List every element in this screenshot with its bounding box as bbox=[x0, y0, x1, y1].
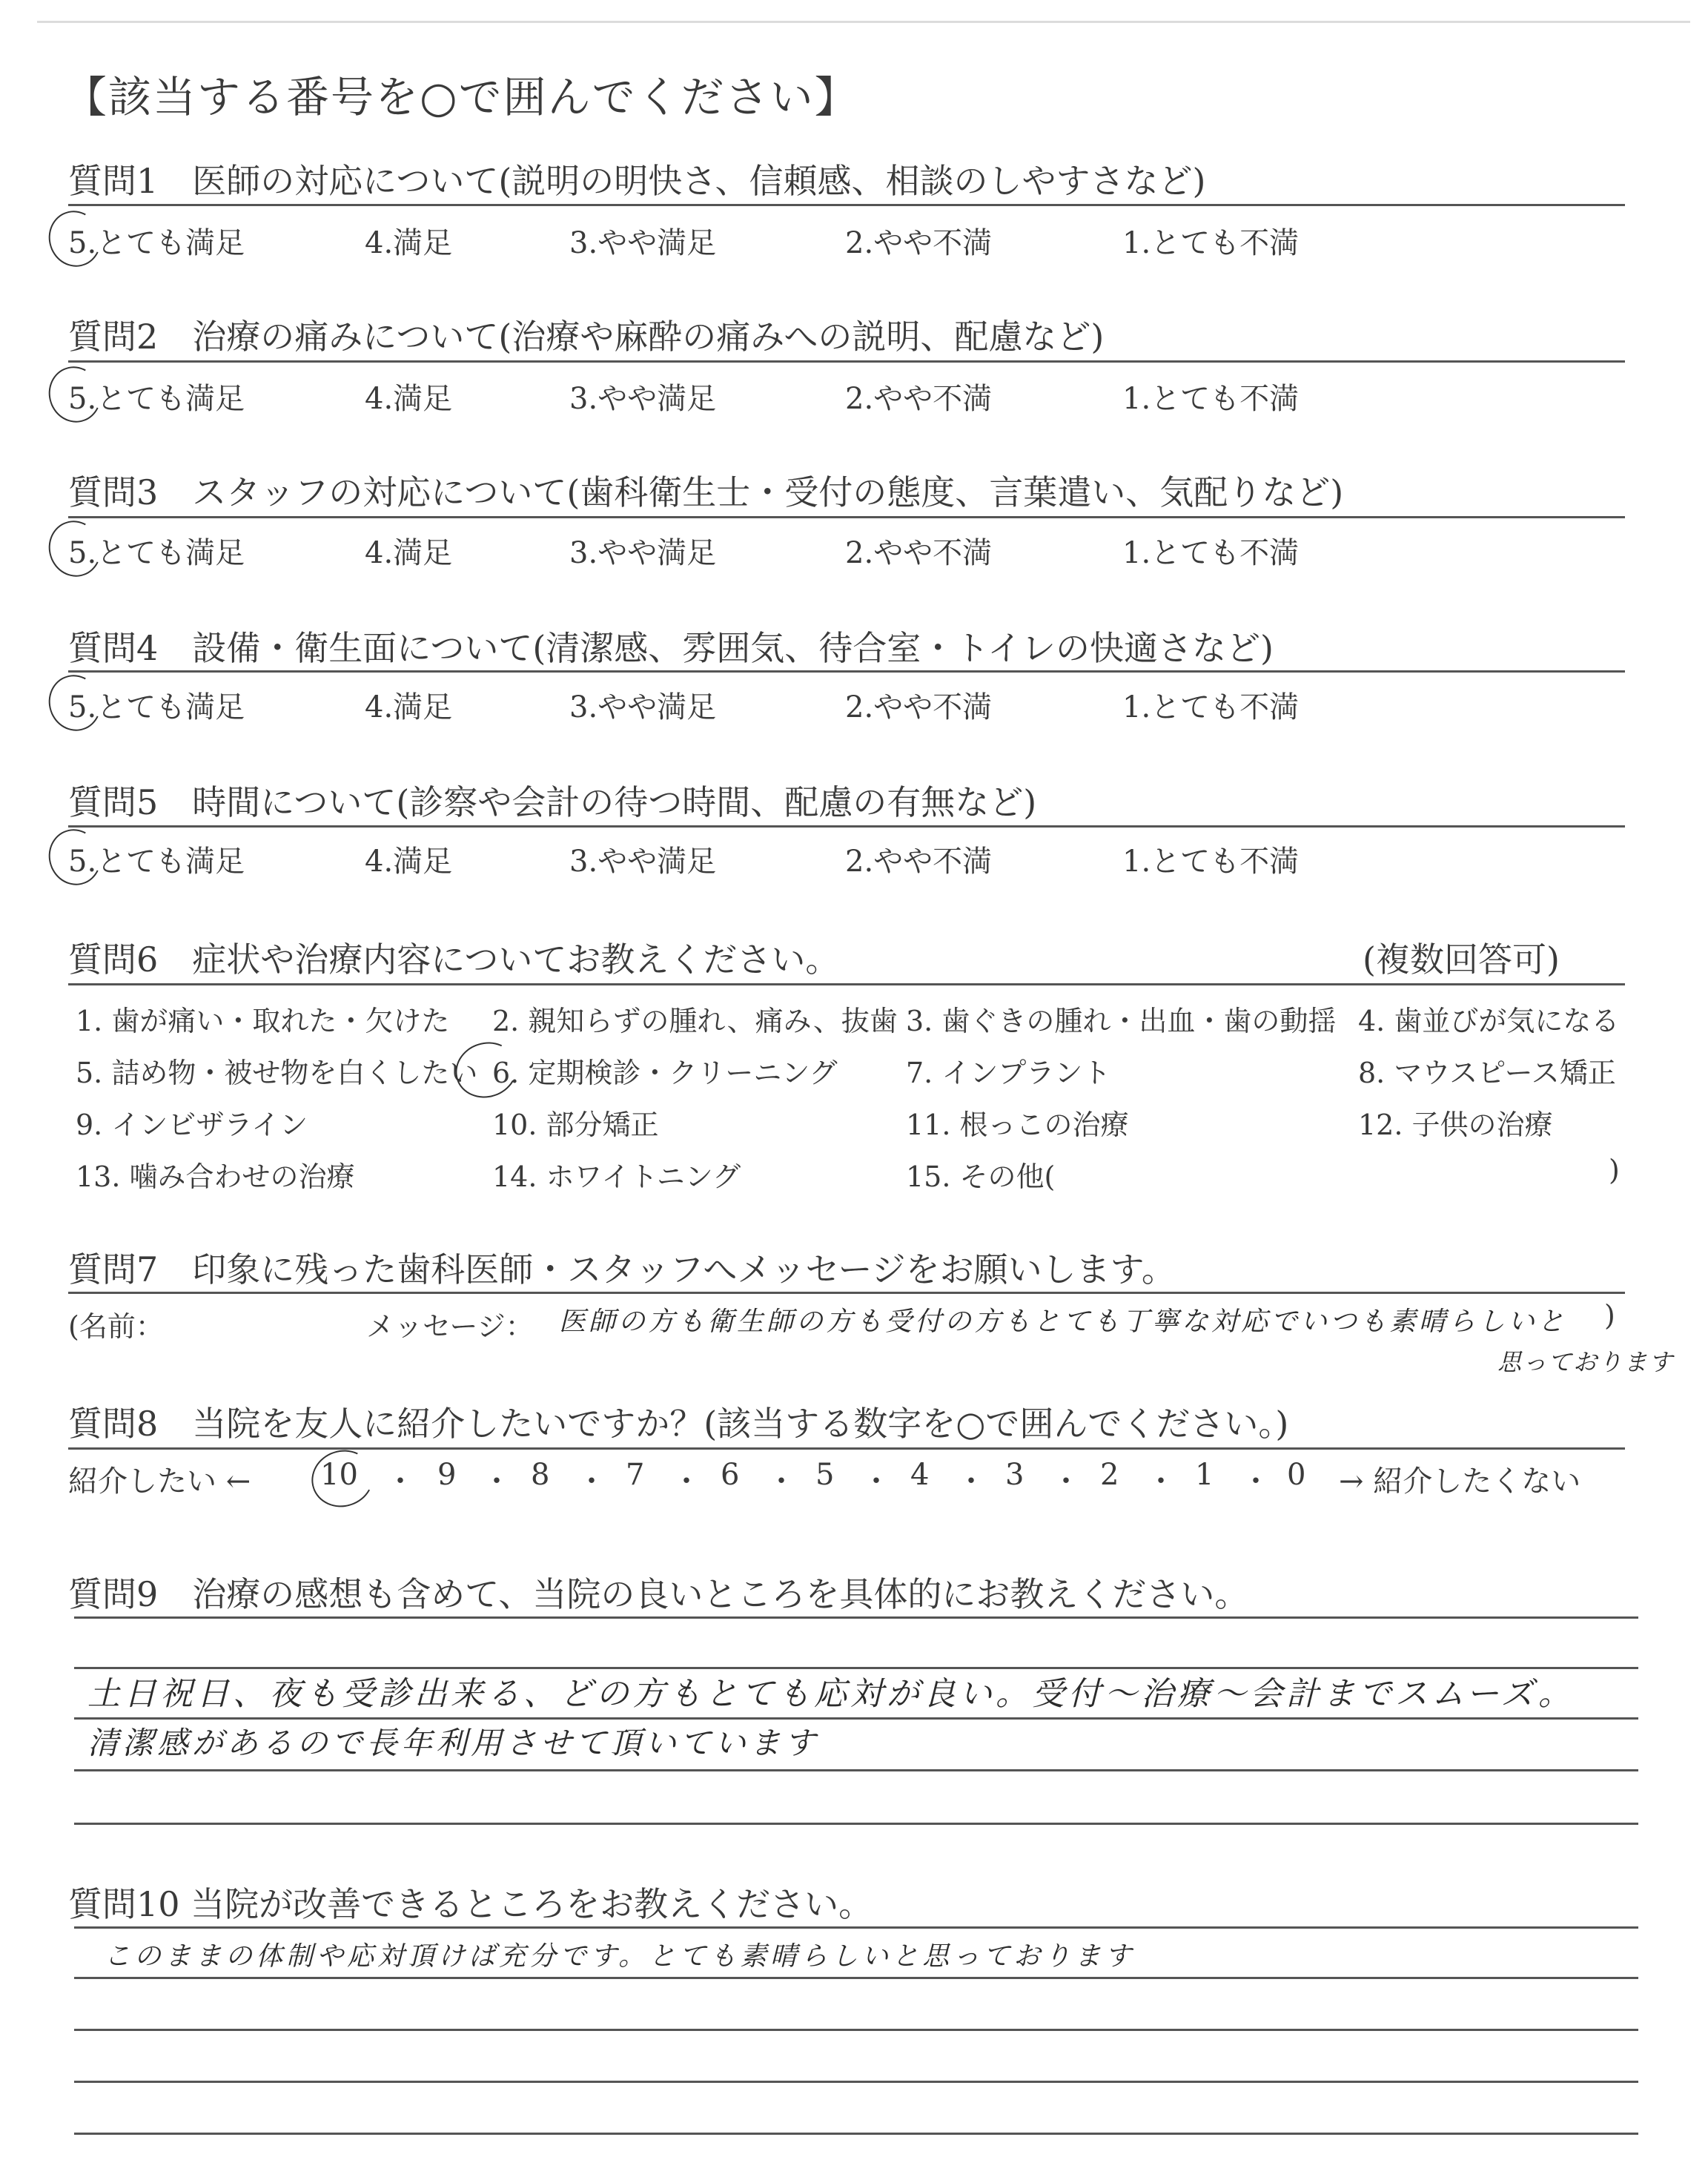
scale-2[interactable]: 2 bbox=[1100, 1458, 1119, 1492]
scale-separator: ・ bbox=[861, 1464, 891, 1499]
rating-option-3[interactable]: 3.やや満足 bbox=[569, 382, 717, 416]
q9-answer-line-1[interactable]: 土日祝日、夜も受診出来る、どの方もとても応対が良い。受付～治療～会計までスムーズ。 bbox=[87, 1675, 1575, 1713]
rating-option-5[interactable]: 5.とても満足 bbox=[68, 536, 245, 570]
scale-separator: ・ bbox=[1241, 1464, 1271, 1499]
rating-option-2[interactable]: 2.やや不満 bbox=[845, 690, 993, 724]
rating-option-4[interactable]: 4.満足 bbox=[365, 226, 453, 260]
question-2-title: 質問2 治療の痛みについて(治療や麻酔の痛みへの説明、配慮など) bbox=[68, 317, 1105, 357]
question-3-rule bbox=[68, 516, 1625, 518]
message-close-paren: ) bbox=[1604, 1299, 1615, 1332]
question-5-title: 質問5 時間について(診察や会計の待つ時間、配慮の有無など) bbox=[68, 782, 1037, 822]
symptom-option[interactable]: 3. 歯ぐきの腫れ・出血・歯の動揺 bbox=[906, 1005, 1337, 1037]
symptom-option[interactable]: 13. 噛み合わせの治療 bbox=[76, 1160, 355, 1193]
symptom-option[interactable]: 15. その他( bbox=[906, 1160, 1056, 1193]
answer-line bbox=[74, 2133, 1638, 2135]
rating-option-1[interactable]: 1.とても不満 bbox=[1122, 845, 1300, 879]
rating-option-1[interactable]: 1.とても不満 bbox=[1122, 226, 1300, 260]
message-label: メッセージ： bbox=[366, 1310, 534, 1343]
rating-option-4[interactable]: 4.満足 bbox=[365, 845, 453, 879]
symptom-option[interactable]: 4. 歯並びが気になる bbox=[1358, 1005, 1620, 1037]
recommend-right-label: → 紹介したくない bbox=[1339, 1464, 1581, 1499]
question-8-title: 質問8 当院を友人に紹介したいですか？(該当する数字を○で囲んでください。) bbox=[68, 1404, 1289, 1444]
rating-option-2[interactable]: 2.やや不満 bbox=[845, 382, 993, 416]
answer-line bbox=[74, 1769, 1638, 1771]
scale-3[interactable]: 3 bbox=[1005, 1458, 1025, 1492]
answer-line bbox=[74, 1616, 1638, 1619]
scale-separator: ・ bbox=[482, 1464, 512, 1499]
message-handwritten-continued[interactable]: 思っております bbox=[1497, 1348, 1675, 1376]
question-6-note: (複数回答可) bbox=[1363, 939, 1560, 980]
question-1-title: 質問1 医師の対応について(説明の明快さ、信頼感、相談のしやすさなど) bbox=[68, 161, 1206, 201]
rating-option-3[interactable]: 3.やや満足 bbox=[569, 690, 717, 724]
symptom-option[interactable]: 11. 根っこの治療 bbox=[906, 1109, 1129, 1141]
question-10-title: 質問10 当院が改善できるところをお教えください。 bbox=[68, 1884, 873, 1924]
top-border bbox=[37, 21, 1690, 23]
symptom-option[interactable]: 7. インプラント bbox=[906, 1057, 1111, 1089]
question-5-rule bbox=[68, 825, 1625, 828]
symptom-option[interactable]: 1. 歯が痛い・取れた・欠けた bbox=[76, 1005, 450, 1037]
scale-separator: ・ bbox=[767, 1464, 796, 1499]
rating-option-5[interactable]: 5.とても満足 bbox=[68, 226, 245, 260]
scale-separator: ・ bbox=[385, 1464, 415, 1499]
other-close-paren: ) bbox=[1609, 1154, 1620, 1186]
symptom-option[interactable]: 2. 親知らずの腫れ、痛み、抜歯 bbox=[492, 1005, 898, 1037]
rating-option-2[interactable]: 2.やや不満 bbox=[845, 226, 993, 260]
recommend-left-label: 紹介したい ← bbox=[68, 1464, 251, 1499]
answer-line bbox=[74, 1977, 1638, 1979]
question-8-rule bbox=[68, 1447, 1625, 1450]
rating-option-3[interactable]: 3.やや満足 bbox=[569, 845, 717, 879]
scale-6[interactable]: 6 bbox=[721, 1458, 740, 1492]
symptom-option[interactable]: 12. 子供の治療 bbox=[1358, 1109, 1553, 1141]
question-7-rule bbox=[68, 1292, 1625, 1294]
question-4-title: 質問4 設備・衛生面について(清潔感、雰囲気、待合室・トイレの快適さなど) bbox=[68, 628, 1274, 668]
symptom-option[interactable]: 6. 定期検診・クリーニング bbox=[492, 1057, 838, 1089]
rating-option-3[interactable]: 3.やや満足 bbox=[569, 226, 717, 260]
scale-separator: ・ bbox=[1051, 1464, 1081, 1499]
scale-separator: ・ bbox=[672, 1464, 701, 1499]
message-handwritten[interactable]: 医師の方も衛生師の方も受付の方もとても丁寧な対応でいつも素晴らしいと bbox=[559, 1307, 1568, 1337]
symptom-option[interactable]: 9. インビザライン bbox=[76, 1109, 308, 1141]
rating-option-4[interactable]: 4.満足 bbox=[365, 690, 453, 724]
symptom-option[interactable]: 5. 詰め物・被せ物を白くしたい bbox=[76, 1057, 478, 1089]
name-label: (名前： bbox=[68, 1310, 164, 1343]
question-4-rule bbox=[68, 670, 1625, 673]
rating-option-1[interactable]: 1.とても不満 bbox=[1122, 536, 1300, 570]
page-heading: 【該当する番号を○で囲んでください】 bbox=[64, 72, 859, 122]
symptom-option[interactable]: 8. マウスピース矯正 bbox=[1358, 1057, 1616, 1089]
scale-separator: ・ bbox=[577, 1464, 606, 1499]
q10-answer-line-1[interactable]: このままの体制や応対頂けば充分です。とても素晴らしいと思っております bbox=[104, 1941, 1136, 1972]
question-2-rule bbox=[68, 360, 1625, 363]
rating-option-5[interactable]: 5.とても満足 bbox=[68, 845, 245, 879]
question-1-rule bbox=[68, 204, 1625, 206]
scale-10[interactable]: 10 bbox=[320, 1458, 358, 1492]
symptom-option[interactable]: 14. ホワイトニング bbox=[492, 1160, 741, 1193]
scale-4[interactable]: 4 bbox=[910, 1458, 930, 1492]
question-6-title: 質問6 症状や治療内容についてお教えください。 bbox=[68, 939, 840, 980]
rating-option-5[interactable]: 5.とても満足 bbox=[68, 690, 245, 724]
answer-line bbox=[74, 1926, 1638, 1929]
scale-9[interactable]: 9 bbox=[437, 1458, 457, 1492]
question-9-title: 質問9 治療の感想も含めて、当院の良いところを具体的にお教えください。 bbox=[68, 1574, 1249, 1614]
q9-answer-line-2[interactable]: 清潔感があるので長年利用させて頂いています bbox=[87, 1725, 820, 1761]
answer-line bbox=[74, 1823, 1638, 1825]
scale-8[interactable]: 8 bbox=[531, 1458, 550, 1492]
scale-1[interactable]: 1 bbox=[1195, 1458, 1214, 1492]
rating-option-2[interactable]: 2.やや不満 bbox=[845, 536, 993, 570]
rating-option-5[interactable]: 5.とても満足 bbox=[68, 382, 245, 416]
rating-option-4[interactable]: 4.満足 bbox=[365, 536, 453, 570]
rating-option-1[interactable]: 1.とても不満 bbox=[1122, 690, 1300, 724]
question-3-title: 質問3 スタッフの対応について(歯科衛生士・受付の態度、言葉遣い、気配りなど) bbox=[68, 472, 1344, 512]
scale-separator: ・ bbox=[1146, 1464, 1176, 1499]
question-6-rule bbox=[68, 983, 1625, 985]
scale-7[interactable]: 7 bbox=[626, 1458, 645, 1492]
rating-option-1[interactable]: 1.とても不満 bbox=[1122, 382, 1300, 416]
answer-line bbox=[74, 2029, 1638, 2031]
symptom-option[interactable]: 10. 部分矯正 bbox=[492, 1109, 659, 1141]
rating-option-2[interactable]: 2.やや不満 bbox=[845, 845, 993, 879]
scale-5[interactable]: 5 bbox=[815, 1458, 835, 1492]
rating-option-3[interactable]: 3.やや満足 bbox=[569, 536, 717, 570]
scale-0[interactable]: 0 bbox=[1287, 1458, 1306, 1492]
question-7-title: 質問7 印象に残った歯科医師・スタッフへメッセージをお願いします。 bbox=[68, 1249, 1176, 1289]
answer-line bbox=[74, 2081, 1638, 2083]
scale-separator: ・ bbox=[956, 1464, 986, 1499]
rating-option-4[interactable]: 4.満足 bbox=[365, 382, 453, 416]
